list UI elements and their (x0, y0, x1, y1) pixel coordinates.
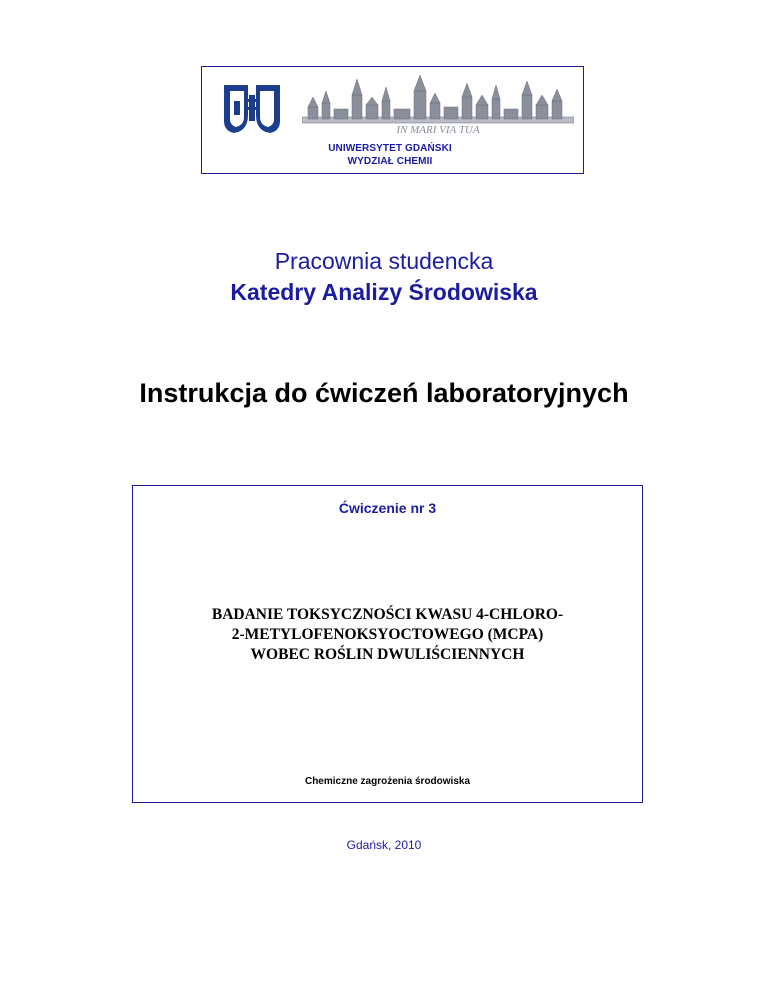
university-name: UNIWERSYTET GDAŃSKI (328, 143, 452, 154)
document-title: Instrukcja do ćwiczeń laboratoryjnych (139, 378, 629, 408)
exercise-box (132, 485, 643, 803)
faculty-name: WYDZIAŁ CHEMII (347, 156, 433, 167)
university-logo-box (201, 66, 584, 174)
exercise-title-line: BADANIE TOKSYCZNOŚCI KWASU 4-CHLORO- (211, 606, 564, 623)
header-line-2: Katedry Analizy Środowiska (230, 279, 538, 305)
exercise-title-line: 2-METYLOFENOKSYOCTOWEGO (MCPA) (231, 626, 544, 643)
place-date: Gdańsk, 2010 (346, 838, 422, 852)
exercise-title (133, 605, 642, 665)
header-line-1: Pracownia studencka (274, 248, 494, 274)
gdansk-skyline-icon (302, 73, 574, 135)
motto-text: IN MARI VIA TUA (396, 124, 480, 135)
university-crest-icon (222, 81, 282, 137)
exercise-number: Ćwiczenie nr 3 (338, 500, 437, 516)
course-subject: Chemiczne zagrożenia środowiska (304, 776, 471, 787)
exercise-title-line: WOBEC ROŚLIN DWULIŚCIENNYCH (250, 646, 525, 663)
